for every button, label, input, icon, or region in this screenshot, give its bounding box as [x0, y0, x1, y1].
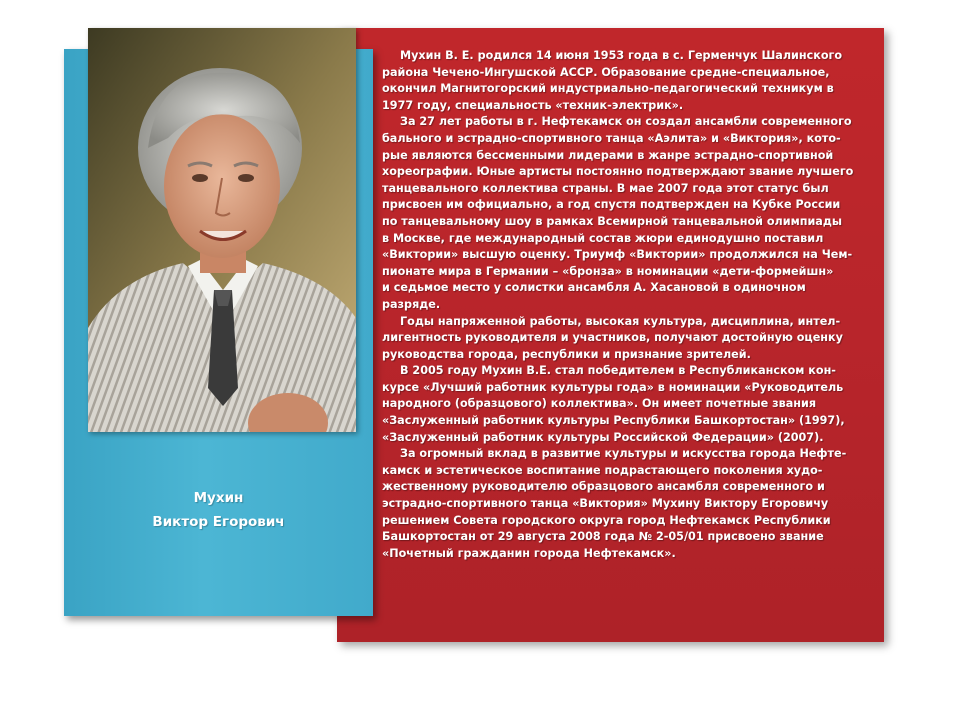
- bio-line: хореографии. Юные артисты постоянно подтверждают звание лучшего: [382, 165, 854, 179]
- bio-line: решением Совета городского округа город Нефтекамск Республики: [382, 513, 831, 527]
- bio-line: «Заслуженный работник культуры Российской Федерации» (2007).: [382, 430, 824, 444]
- portrait-photo: [88, 28, 356, 432]
- person-name: [64, 486, 373, 534]
- bio-line: народного (образцового) коллектива». Он имеет почетные звания: [382, 397, 817, 411]
- bio-line: 1977 году, специальность «техник-электрик».: [382, 98, 684, 112]
- bio-line: За огромный вклад в развитие культуры и искусства города Нефте-: [400, 447, 847, 461]
- bio-line: Мухин В. Е. родился 14 июня 1953 года в с. Герменчук Шалинского: [400, 49, 843, 62]
- bio-line: курсе «Лучший работник культуры года» в номинации «Руководитель: [382, 380, 844, 394]
- bio-line: бального и эстрадно-спортивного танца «Аэлита» и «Виктория», кото-: [382, 131, 841, 145]
- bio-line: В 2005 году Мухин В.Е. стал победителем в Республиканском кон-: [400, 364, 836, 378]
- bio-line: пионате мира в Германии – «бронза» в номинации «дети-формейшн»: [382, 264, 834, 278]
- bio-line: в Москве, где международный состав жюри единодушно поставил: [382, 231, 824, 245]
- bio-line: окончил Магнитогорский индустриально-педагогический техникум в: [382, 82, 834, 96]
- bio-line: разряде.: [382, 297, 441, 311]
- person-given-names: Виктор Егорович: [152, 514, 285, 530]
- bio-line: «Виктории» высшую оценку. Триумф «Виктории» продолжился на Чем-: [382, 248, 853, 262]
- biography-text: [382, 48, 876, 562]
- bio-line: танцевального коллектива страны. В мае 2007 года этот статус был: [382, 181, 829, 195]
- bio-line: присвоен им официально, а год спустя подтвержден на Кубке России: [382, 198, 841, 212]
- bio-line: камск и эстетическое воспитание подрастающего поколения худо-: [382, 463, 823, 477]
- bio-line: лигентность руководителя и участников, получают достойную оценку: [382, 331, 843, 345]
- bio-line: «Почетный гражданин города Нефтекамск».: [382, 546, 676, 560]
- bio-line: жественному руководителю образцового ансамбля современного и: [382, 480, 825, 494]
- bio-line: и седьмое место у солистки ансамбля А. Хасановой в одиночном: [382, 281, 806, 295]
- bio-line: За 27 лет работы в г. Нефтекамск он создал ансамбли современного: [400, 115, 852, 129]
- bio-line: эстрадно-спортивного танца «Виктория» Мухину Виктору Егоровичу: [382, 497, 829, 511]
- bio-line: по танцевальному шоу в рамках Всемирной танцевальной олимпиады: [382, 214, 842, 228]
- bio-line: руководства города, республики и признание зрителей.: [382, 347, 751, 361]
- bio-line: района Чечено-Ингушской АССР. Образование средне-специальное,: [382, 65, 830, 79]
- person-surname: Мухин: [193, 490, 244, 506]
- bio-line: рые являются бессменными лидерами в жанре эстрадно-спортивной: [382, 148, 834, 162]
- bio-line: Годы напряженной работы, высокая культура, дисциплина, интел-: [400, 314, 841, 328]
- bio-line: «Заслуженный работник культуры Республики Башкортостан» (1997),: [382, 414, 845, 428]
- bio-line: Башкортостан от 29 августа 2008 года № 2-05/01 присвоено звание: [382, 530, 824, 544]
